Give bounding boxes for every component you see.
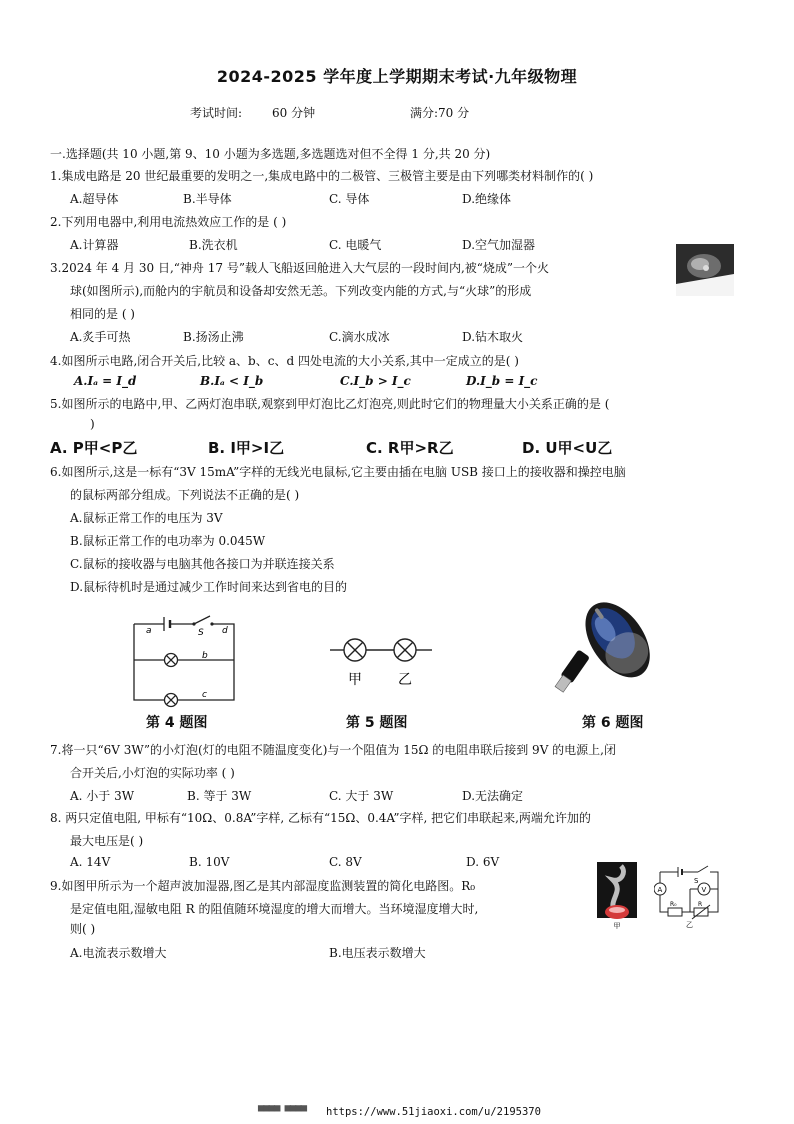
q7-option-c: C. 大于 3W [329,789,394,803]
exam-time-label: 考试时间: [190,106,243,120]
q5-option-a: A. P甲<P乙 [50,439,138,457]
fig9-label-s: S [694,877,699,885]
q3-line3: 相同的是 ( ) [70,307,135,321]
q9-line2: 是定值电阻,湿敏电阻 R 的阻值随环境湿度的增大而增大。当环境湿度增大时, [70,902,479,916]
fig9-label-r0: R₀ [670,901,677,908]
q4-option-c: C.I_b > I_c [340,374,411,388]
q6-line2: 的鼠标两部分组成。下列说法不正确的是( ) [70,488,300,502]
q3-option-a: A.炙手可热 [70,330,131,344]
q2-option-c: C. 电暖气 [329,238,382,252]
section-heading: 一.选择题(共 10 小题,第 9、10 小题为多选题,多选题选对但不全得 1 分,共 20 分) [50,147,491,161]
fig9-label-jia: 甲 [613,922,621,930]
q5-line1: 5.如图所示的电路中,甲、乙两灯泡串联,观察到甲灯泡比乙灯泡亮,则此时它们的物理量大小关系正确的是 ( [50,397,610,411]
figure-6-caption: 第 6 题图 [582,715,644,731]
q7-option-d: D.无法确定 [462,789,524,803]
fig4-label-b: b [202,651,208,661]
fig9-label-v: V [701,886,707,894]
q8-option-a: A. 14V [70,855,111,869]
q2-stem: 2.下列用电器中,利用电流热效应工作的是 ( ) [50,215,287,229]
q6-line1: 6.如图所示,这是一标有“3V 15mA”字样的无线光电鼠标,它主要由插在电脑 USB 接口上的接收器和操控电脑 [50,465,626,479]
q8-line1: 8. 两只定值电阻, 甲标有“10Ω、0.8A”字样, 乙标有“15Ω、0.4A”字样, 把它们串联起来,两端允许加的 [50,811,591,825]
fig5-label-jia: 甲 [348,672,362,688]
figure-6-mouse-image [554,595,658,693]
q1-option-b: B.半导体 [183,192,232,206]
q1-stem: 1.集成电路是 20 世纪最重要的发明之一,集成电路中的二极管、三极管主要是由下列哪类材料制作的( ) [50,169,594,183]
figure-9-humidifier-image [597,862,643,930]
q1-option-d: D.绝缘体 [462,192,512,206]
q8-option-b: B. 10V [189,855,230,869]
fig4-label-c: c [202,690,207,700]
fig4-label-s: S [198,628,204,638]
figure-9-circuit [654,862,724,930]
q2-option-d: D.空气加湿器 [462,238,536,252]
q2-option-b: B.洗衣机 [189,238,238,252]
exam-time-value: 60 分钟 [272,106,316,120]
q1-option-a: A.超导体 [70,192,119,206]
q3-option-b: B.扬汤止沸 [183,330,244,344]
q3-line1: 3.2024 年 4 月 30 日,“神舟 17 号”载人飞船返回舱进入大气层的一段时间内,被“烧成”一个火 [50,261,550,275]
footer-url[interactable]: https://www.51jiaoxi.com/u/2195370 [326,1106,541,1118]
q3-option-c: C.滴水成冰 [329,330,390,344]
q9-option-b: B.电压表示数增大 [329,946,426,960]
fig9-label-yi: 乙 [686,921,693,929]
figure-5-caption: 第 5 题图 [346,715,408,731]
q8-option-c: C. 8V [329,855,362,869]
fig4-label-d: d [222,626,228,636]
q4-option-a: A.Iₐ = I_d [74,374,137,388]
q9-line1: 9.如图甲所示为一个超声波加湿器,图乙是其内部湿度监测装置的简化电路图。R₀ [50,879,476,893]
reentry-capsule-image [676,244,734,296]
q5-line2: ) [90,417,95,431]
q4-option-b: B.Iₐ < I_b [200,374,264,388]
figure-4-caption: 第 4 题图 [146,715,208,731]
q8-option-d: D. 6V [466,855,500,869]
q4-option-d: D.I_b = I_c [466,374,538,388]
q3-line2: 球(如图所示),而舱内的宇航员和设备却安然无恙。下列改变内能的方式,与“火球”的形成 [70,284,532,298]
q7-option-a: A. 小于 3W [70,789,135,803]
fig5-label-yi: 乙 [398,672,412,688]
fig9-label-a: A [657,886,663,894]
page-title: 2024-2025 学年度上学期期末考试·九年级物理 [216,67,578,86]
q2-option-a: A.计算器 [70,238,119,252]
fig4-label-a: a [146,626,152,636]
figure-4-circuit [126,608,242,708]
q7-line2: 合开关后,小灯泡的实际功率 ( ) [70,766,235,780]
q7-option-b: B. 等于 3W [187,789,252,803]
q6-option-b: B.鼠标正常工作的电功率为 0.045W [70,534,266,548]
q4-stem: 4.如图所示电路,闭合开关后,比较 a、b、c、d 四处电流的大小关系,其中一定成立的是( ) [50,354,519,368]
q5-option-c: C. R甲>R乙 [366,439,454,457]
q5-option-d: D. U甲<U乙 [522,439,613,457]
q1-option-c: C. 导体 [329,192,370,206]
figure-5-circuit [328,630,436,690]
q3-option-d: D.钻木取火 [462,330,524,344]
fig9-label-r: R [698,901,703,908]
q5-option-b: B. I甲>I乙 [208,439,285,457]
full-score: 满分:70 分 [410,106,470,120]
q6-option-d: D.鼠标待机时是通过减少工作时间来达到省电的目的 [70,580,348,594]
q9-line3: 则( ) [70,922,96,936]
q9-option-a: A.电流表示数增大 [70,946,167,960]
q6-option-a: A.鼠标正常工作的电压为 3V [70,511,223,525]
footer-logo-marker: ▀▀▀▀ ▀▀▀▀ [258,1106,306,1118]
q8-line2: 最大电压是( ) [70,834,144,848]
q6-option-c: C.鼠标的接收器与电脑其他各接口为并联连接关系 [70,557,335,571]
q7-line1: 7.将一只“6V 3W”的小灯泡(灯的电阻不随温度变化)与一个阻值为 15Ω 的电阻串联后接到 9V 的电源上,闭 [50,743,616,757]
